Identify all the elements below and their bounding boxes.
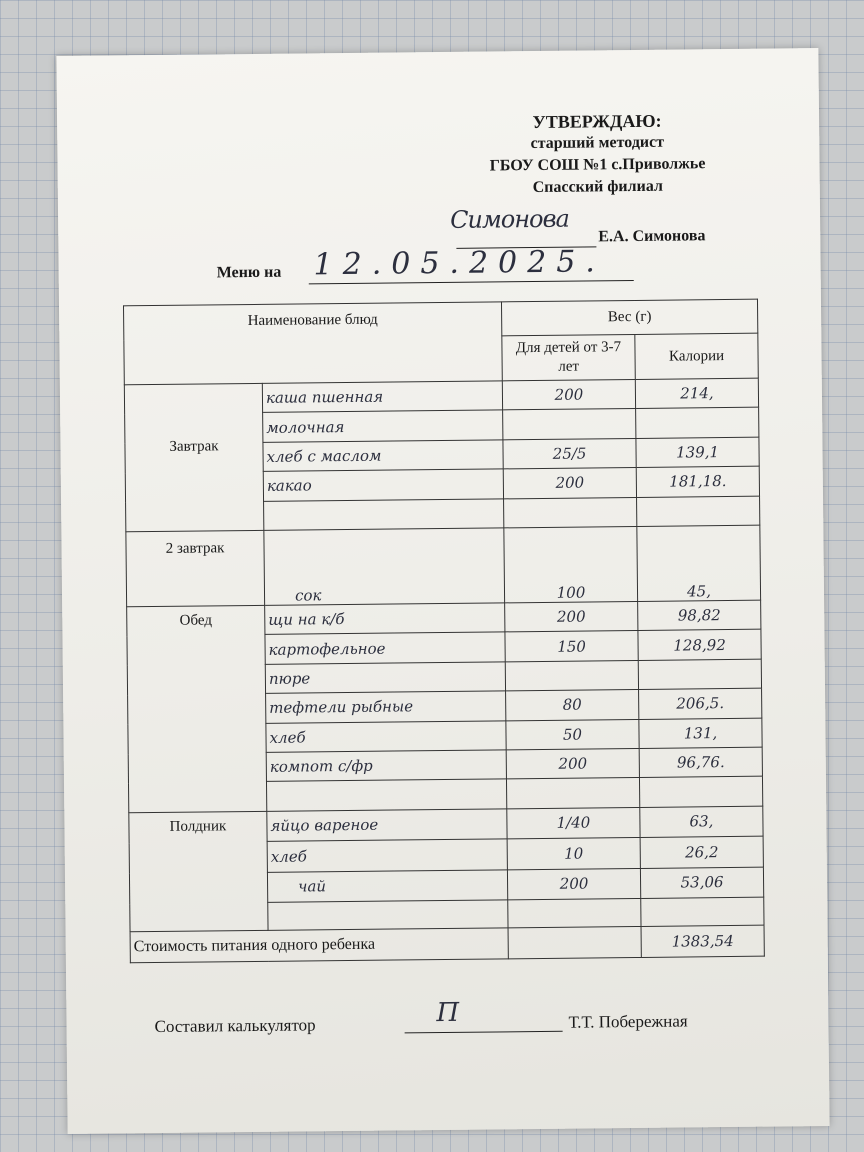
calorie-cell <box>636 408 759 439</box>
calorie-cell: 96,76. <box>639 747 762 778</box>
dish-cell: хлеб с маслом <box>263 440 503 472</box>
weight-cell: 50 <box>506 719 639 750</box>
dish-cell: картофельное <box>265 632 505 664</box>
dish-cell: чай <box>267 869 507 902</box>
compiler-signature: П <box>436 997 460 1029</box>
weight-cell: 100 <box>504 526 638 602</box>
menu-table <box>123 299 765 964</box>
school-name: ГБОУ СОШ №1 с.Приволжье <box>489 155 706 175</box>
branch-name: Спасский филиал <box>532 177 663 197</box>
calorie-cell <box>641 897 764 927</box>
compiler-label: Составил калькулятор <box>154 1015 316 1037</box>
dish-cell: сок <box>264 528 505 606</box>
calorie-cell: 181,18. <box>636 466 759 497</box>
col-header-children: Для детей от 3-7 лет <box>502 335 635 381</box>
calorie-cell: 139,1 <box>636 437 759 468</box>
calorie-cell: 214, <box>635 378 758 409</box>
menu-date: 12.05.2025. <box>313 244 606 283</box>
approval-heading: УТВЕРЖДАЮ: <box>532 110 662 133</box>
weight-cell: 80 <box>506 690 639 721</box>
dish-cell: хлеб <box>266 720 506 752</box>
dish-cell <box>264 499 504 531</box>
meal-breakfast-2: 2 завтрак <box>126 530 265 606</box>
calorie-cell <box>639 777 762 808</box>
calorie-cell: 53,06 <box>640 867 763 899</box>
approval-block <box>437 109 758 200</box>
dish-cell: яйцо вареное <box>267 809 507 842</box>
weight-cell: 200 <box>503 468 636 499</box>
dish-cell <box>268 900 508 931</box>
dish-cell: щи на к/б <box>265 603 505 635</box>
col-header-weight: Вес (г) <box>501 299 757 336</box>
calorie-cell: 63, <box>640 806 763 838</box>
menu-sheet <box>56 48 829 1134</box>
approver-signature: Симонова <box>449 204 569 234</box>
calorie-cell: 206,5. <box>639 688 762 719</box>
total-label: Стоимость питания одного ребенка <box>130 928 508 963</box>
weight-cell <box>505 660 638 691</box>
col-header-dish: Наименование блюд <box>123 302 502 385</box>
weight-cell: 25/5 <box>503 438 636 469</box>
dish-cell: хлеб <box>267 839 507 872</box>
calorie-cell: 26,2 <box>640 836 763 868</box>
meal-breakfast: Завтрак <box>124 383 264 531</box>
calorie-cell <box>638 659 761 690</box>
col-header-calories: Калории <box>635 334 758 380</box>
weight-cell: 200 <box>506 748 639 779</box>
calorie-cell: 45, <box>637 525 761 601</box>
total-empty-cell <box>508 927 641 959</box>
weight-cell: 1/40 <box>507 807 640 839</box>
weight-cell: 200 <box>507 868 640 900</box>
weight-cell: 200 <box>505 602 638 633</box>
meal-lunch: Обед <box>127 605 267 812</box>
dish-cell: компот с/фр <box>266 750 506 782</box>
table-row <box>126 525 761 607</box>
meal-snack: Полдник <box>129 811 268 932</box>
approver-name: Е.А. Симонова <box>598 227 706 246</box>
weight-cell: 150 <box>505 631 638 662</box>
calorie-cell <box>637 496 760 527</box>
dish-cell: какао <box>263 469 503 501</box>
calorie-cell: 131, <box>639 718 762 749</box>
dish-cell <box>266 779 506 811</box>
weight-cell: 200 <box>502 380 635 411</box>
weight-cell <box>506 778 639 809</box>
compiler-signature-line <box>405 1031 563 1034</box>
dish-cell: каша пшенная <box>262 381 502 413</box>
dish-cell: молочная <box>263 410 503 442</box>
total-value: 1383,54 <box>641 926 764 958</box>
dish-cell: тефтели рыбные <box>266 691 506 723</box>
compiler-name: Т.Т. Побережная <box>568 1011 688 1032</box>
dish-cell: пюре <box>265 662 505 694</box>
weight-cell <box>504 497 637 528</box>
total-row <box>130 926 764 963</box>
weight-cell: 10 <box>507 838 640 870</box>
approver-position: старший методист <box>530 133 665 153</box>
calorie-cell: 128,92 <box>638 630 761 661</box>
weight-cell <box>508 898 641 928</box>
menu-label: Меню на <box>216 263 282 282</box>
calorie-cell: 98,82 <box>638 600 761 631</box>
weight-cell <box>503 409 636 440</box>
